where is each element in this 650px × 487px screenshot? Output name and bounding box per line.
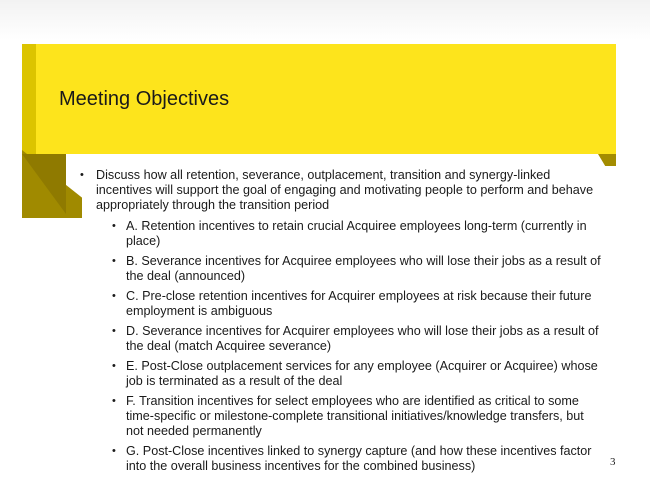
bullet-dot-icon: • — [112, 360, 116, 372]
sub-bullet-d — [72, 324, 602, 354]
bullet-dot-icon: • — [112, 255, 116, 267]
bullet-dot-icon: • — [112, 290, 116, 302]
main-bullet — [72, 168, 602, 213]
page-number: 3 — [610, 456, 616, 468]
ribbon-right-fold — [598, 154, 616, 166]
sub-bullet-text: G. Post-Close incentives linked to synergy capture (and how these incentives factor into the overall business incentives for the combined business) — [126, 444, 592, 473]
sub-bullet-text: B. Severance incentives for Acquiree employees who will lose their jobs as a result of the deal (announced) — [126, 254, 601, 283]
slide-title: Meeting Objectives — [59, 88, 230, 110]
sub-bullet-c — [72, 289, 602, 319]
sub-bullet-text: E. Post-Close outplacement services for any employee (Acquirer or Acquiree) whose job is terminated as a result of the deal — [126, 359, 598, 388]
sub-bullet-b — [72, 254, 602, 284]
main-bullet-text: Discuss how all retention, severance, outplacement, transition and synergy-linked incentives will support the goal of engaging and motivating people to perform and behave appropriately through the transition period — [96, 168, 594, 212]
bullet-list — [72, 168, 602, 479]
bullet-dot-icon: • — [112, 325, 116, 337]
sub-bullet-e — [72, 359, 602, 389]
bullet-dot-icon: • — [80, 169, 84, 181]
bullet-dot-icon: • — [112, 395, 116, 407]
sub-bullet-g — [72, 444, 602, 474]
sub-bullet-a — [72, 219, 602, 249]
sub-bullet-text: F. Transition incentives for select employees who are identified as critical to some time-specific or milestone-complete transitional initiatives/knowledge transfers, but not needed permanently — [126, 394, 584, 438]
bullet-dot-icon: • — [112, 220, 116, 232]
bullet-dot-icon: • — [112, 445, 116, 457]
sub-bullet-text: D. Severance incentives for Acquirer employees who will lose their jobs as a result of the deal (match Acquiree severance) — [126, 324, 599, 353]
sub-bullet-text: A. Retention incentives to retain crucial Acquiree employees long-term (currently in place) — [126, 219, 587, 248]
sub-bullet-text: C. Pre-close retention incentives for Acquirer employees at risk because their future employment is ambiguous — [126, 289, 592, 318]
sub-bullet-f — [72, 394, 602, 439]
